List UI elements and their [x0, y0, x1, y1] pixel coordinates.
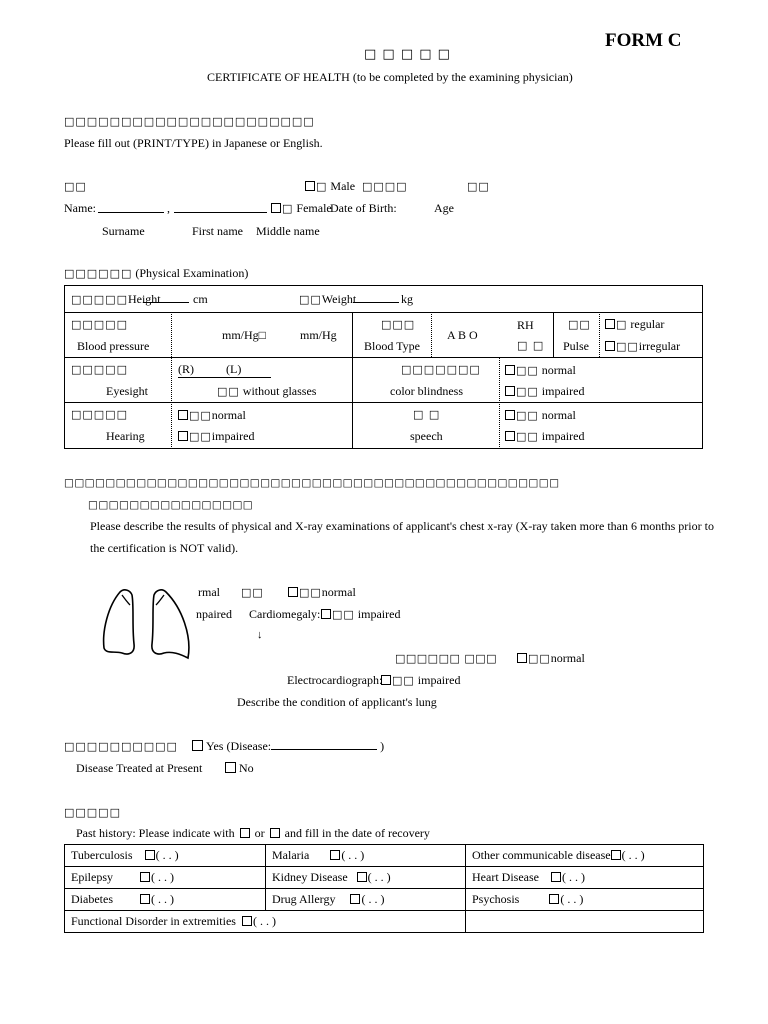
male-checkbox[interactable]: [305, 181, 315, 191]
hearing-label: Hearing: [106, 429, 145, 443]
weight-field[interactable]: [353, 292, 399, 303]
eyesight-fields[interactable]: (R) (L): [178, 362, 271, 378]
cardio-normal-option[interactable]: □□normal: [288, 585, 356, 600]
cardiomegaly-jp-label: □□: [241, 586, 264, 599]
surname-field[interactable]: [98, 202, 164, 213]
physical-heading-jp: □□□□□□: [64, 267, 133, 280]
colorblind-impaired-option[interactable]: □□ impaired: [505, 384, 584, 399]
female-checkbox[interactable]: [271, 203, 281, 213]
height-field[interactable]: [143, 292, 189, 303]
colorblind-normal-option[interactable]: □□ normal: [505, 363, 576, 378]
past-history-jp-label: □□□□□: [64, 806, 121, 819]
colorblind-normal-checkbox[interactable]: [505, 365, 515, 375]
first-name-caption: First name: [192, 224, 243, 238]
mark-box-2-icon: [270, 828, 280, 838]
physical-heading-en: (Physical Examination): [135, 266, 249, 280]
xray-jp-line2: □□□□□□□□□□□□□□□□: [88, 499, 254, 511]
female-label: Female: [296, 201, 332, 215]
cardio-normal-checkbox[interactable]: [288, 587, 298, 597]
disease-name-field[interactable]: [271, 739, 377, 750]
hearing-impaired-checkbox[interactable]: [178, 431, 188, 441]
female-jp-label: □: [282, 202, 294, 215]
down-arrow-icon: ↓: [257, 629, 263, 641]
age-jp-label: □□: [467, 180, 490, 193]
form-label: FORM C: [605, 30, 682, 51]
history-cell-tuberculosis[interactable]: Tuberculosis ( . . ): [65, 845, 266, 867]
weight-label: □□Weight: [299, 292, 357, 306]
rh-jp-label: □ □: [517, 339, 545, 352]
instructions-jp: □□□□□□□□□□□□□□□□□□□□□□: [64, 115, 315, 128]
pulse-irregular-option[interactable]: □□irregular: [605, 339, 680, 354]
blood-type-jp-label: □□□: [381, 318, 416, 331]
eyesight-jp-label: □□□□□: [71, 363, 128, 376]
male-jp-label: □: [316, 180, 328, 193]
history-cell-other-communicable[interactable]: Other communicable disease ( . . ): [466, 845, 704, 867]
speech-impaired-option[interactable]: □□ impaired: [505, 429, 584, 444]
gender-male-option[interactable]: [305, 179, 355, 194]
history-cell-drug-allergy[interactable]: Drug Allergy ( . . ): [266, 889, 466, 911]
history-cell-empty: [466, 911, 704, 933]
history-cell-kidney[interactable]: Kidney Disease ( . . ): [266, 867, 466, 889]
speech-normal-checkbox[interactable]: [505, 410, 515, 420]
physical-exam-table: [64, 285, 703, 449]
name-comma: ,: [167, 201, 170, 215]
xray-instructions-line1: Please describe the results of physical and X-ray examinations of applicant's chest x-ray (X-ray taken more than 6 months prior to: [90, 519, 714, 533]
speech-impaired-checkbox[interactable]: [505, 431, 515, 441]
pulse-jp-label: □□: [568, 318, 591, 331]
physical-exam-heading: [64, 266, 248, 281]
dob-jp-label: □□□□: [362, 180, 408, 193]
history-cell-functional-disorder[interactable]: Functional Disorder in extremities ( . . ): [65, 911, 466, 933]
without-glasses-label: □□ without glasses: [217, 384, 317, 398]
disease-no-checkbox[interactable]: [225, 762, 236, 773]
height-label: □□□□□Height: [71, 292, 161, 306]
hearing-normal-checkbox[interactable]: [178, 410, 188, 420]
hearing-impaired-option[interactable]: □□impaired: [178, 429, 254, 444]
table-row: [65, 867, 704, 889]
disease-yes-checkbox[interactable]: [192, 740, 203, 751]
hearing-jp-label: □□□□□: [71, 408, 128, 421]
table-row: [65, 889, 704, 911]
middle-name-caption: Middle name: [256, 224, 320, 238]
name-label: Name:: [64, 201, 96, 215]
disease-label: Disease Treated at Present: [76, 761, 203, 775]
pulse-regular-option[interactable]: □ regular: [605, 317, 664, 332]
history-cell-malaria[interactable]: Malaria ( . . ): [266, 845, 466, 867]
past-history-instructions: Past history: Please indicate with or and fill in the date of recovery: [76, 826, 430, 840]
speech-label: speech: [410, 429, 443, 443]
speech-jp-label: □ □: [413, 408, 441, 421]
cardio-impaired-checkbox[interactable]: [321, 609, 331, 619]
instructions-en: Please fill out (PRINT/TYPE) in Japanese or English.: [64, 136, 323, 150]
blood-type-label: Blood Type: [364, 339, 420, 353]
hearing-normal-option[interactable]: □□normal: [178, 408, 246, 423]
disease-no-option[interactable]: No: [225, 761, 254, 776]
bp-systolic-unit: mm/Hg□: [222, 328, 266, 342]
name-jp-label: □□: [64, 180, 87, 193]
disease-yes-option[interactable]: Yes (Disease: ): [192, 739, 384, 754]
lung-description-label: Describe the condition of applicant's lung: [237, 695, 437, 709]
surname-caption: Surname: [102, 224, 145, 238]
cardiomegaly-label: Cardiomegaly:: [249, 607, 321, 621]
table-row: [65, 845, 704, 867]
bp-jp-label: □□□□□: [71, 318, 128, 331]
regular-checkbox[interactable]: [605, 319, 615, 329]
ecg-normal-checkbox[interactable]: [517, 653, 527, 663]
lung-impaired-label: npaired: [196, 607, 232, 621]
jp-title: □ □ □ □ □: [364, 47, 451, 62]
table-row: [65, 911, 704, 933]
lung-normal-label: rmal: [198, 585, 220, 599]
page-title: CERTIFICATE OF HEALTH (to be completed by the examining physician): [207, 70, 573, 84]
male-label: Male: [330, 179, 356, 193]
past-history-table: [64, 844, 704, 933]
irregular-checkbox[interactable]: [605, 341, 615, 351]
history-cell-epilepsy[interactable]: Epilepsy ( . . ): [65, 867, 266, 889]
xray-instructions-line2: the certification is NOT valid).: [90, 541, 239, 555]
pulse-label: Pulse: [563, 339, 590, 353]
colorblind-jp-label: □□□□□□□: [401, 363, 481, 376]
bp-label: Blood pressure: [77, 339, 150, 353]
eyesight-label: Eyesight: [106, 384, 148, 398]
history-cell-psychosis[interactable]: Psychosis ( . . ): [466, 889, 704, 911]
weight-unit: kg: [401, 292, 413, 306]
bp-diastolic-unit: mm/Hg: [300, 328, 337, 342]
xray-jp-line1: □□□□□□□□□□□□□□□□□□□□□□□□□□□□□□□□□□□□□□□□□□□□□□□□: [64, 477, 560, 489]
rh-label: RH: [517, 318, 534, 332]
history-cell-diabetes[interactable]: Diabetes ( . . ): [65, 889, 266, 911]
ecg-impaired-checkbox[interactable]: [381, 675, 391, 685]
cardio-impaired-option[interactable]: □□ impaired: [321, 607, 400, 622]
lungs-icon: [102, 586, 198, 662]
ecg-impaired-option[interactable]: □□ impaired: [381, 673, 460, 688]
history-cell-heart[interactable]: Heart Disease ( . . ): [466, 867, 704, 889]
dob-label: Date of Birth:: [330, 201, 397, 215]
age-label: Age: [434, 201, 454, 215]
speech-normal-option[interactable]: □□ normal: [505, 408, 576, 423]
mark-box-1-icon: [240, 828, 250, 838]
ecg-jp-label: □□□□□□ □□□: [395, 652, 498, 665]
disease-jp-label: □□□□□□□□□□: [64, 740, 178, 753]
ecg-normal-option[interactable]: □□normal: [517, 651, 585, 666]
height-unit: cm: [193, 292, 208, 306]
ecg-label: Electrocardiograph:: [287, 673, 383, 687]
blood-type-options[interactable]: A B O: [447, 328, 478, 342]
first-name-field[interactable]: [174, 202, 267, 213]
colorblind-impaired-checkbox[interactable]: [505, 386, 515, 396]
colorblind-label: color blindness: [390, 384, 463, 398]
gender-female-option[interactable]: [271, 201, 332, 216]
